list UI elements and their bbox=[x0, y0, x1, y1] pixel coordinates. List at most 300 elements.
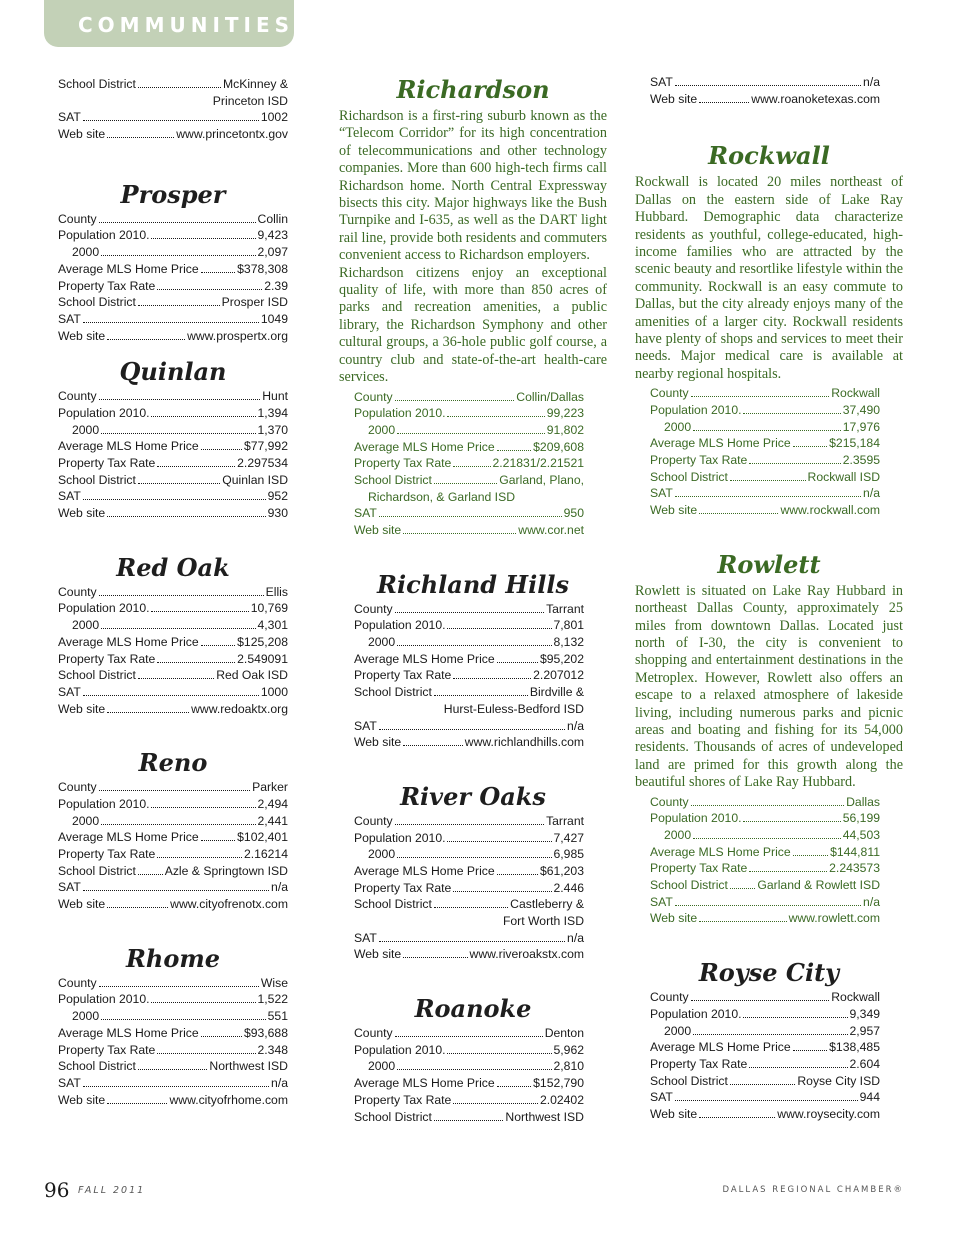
fact-label: School District bbox=[354, 472, 432, 487]
fact-row bbox=[58, 505, 288, 522]
fact-label: SAT bbox=[354, 506, 377, 521]
fact-value: 944 bbox=[859, 1090, 880, 1105]
fact-value: $152,790 bbox=[533, 1076, 584, 1091]
dot-leader bbox=[138, 305, 220, 306]
dot-leader bbox=[138, 678, 214, 679]
dot-leader bbox=[151, 1002, 255, 1003]
dot-leader bbox=[201, 645, 235, 646]
fact-label: Average MLS Home Price bbox=[58, 439, 199, 454]
fact-label: School District bbox=[354, 897, 432, 912]
fact-row bbox=[58, 211, 288, 228]
fact-row bbox=[650, 877, 880, 894]
dot-leader bbox=[157, 857, 242, 858]
fact-row bbox=[58, 701, 288, 718]
fact-value: 37,490 bbox=[842, 402, 880, 417]
fact-value: 8,132 bbox=[553, 635, 584, 650]
dot-leader bbox=[138, 483, 220, 484]
fact-row bbox=[354, 1042, 584, 1059]
dot-leader bbox=[99, 986, 259, 987]
dot-leader bbox=[107, 907, 168, 908]
fact-value: Quinlan ISD bbox=[222, 472, 288, 487]
fact-row bbox=[650, 910, 880, 927]
fact-row bbox=[58, 1025, 288, 1042]
fact-label: Population 2010. bbox=[354, 1042, 446, 1057]
fact-label: Web site bbox=[650, 503, 698, 518]
fact-label: 2000 bbox=[368, 635, 396, 650]
fact-label: Population 2010. bbox=[354, 618, 446, 633]
section-richardson bbox=[339, 74, 607, 539]
dot-leader bbox=[447, 841, 551, 842]
fact-label: Property Tax Rate bbox=[354, 880, 452, 895]
fact-row bbox=[650, 1106, 880, 1123]
fact-value: Castleberry & bbox=[510, 897, 584, 912]
dot-leader bbox=[101, 628, 255, 629]
fact-value: Collin/Dallas bbox=[516, 389, 584, 404]
page-number: 96 bbox=[44, 1178, 70, 1202]
fact-label: Web site bbox=[650, 91, 698, 106]
dot-leader bbox=[675, 496, 861, 497]
dot-leader bbox=[83, 499, 266, 500]
fact-value: n/a bbox=[863, 894, 880, 909]
fact-row bbox=[354, 846, 584, 863]
facts-list bbox=[58, 388, 288, 522]
facts-list bbox=[339, 601, 607, 751]
fact-label: School District bbox=[58, 295, 136, 310]
fact-row bbox=[58, 651, 288, 668]
fact-value: Rockwall bbox=[831, 990, 880, 1005]
fact-row bbox=[58, 472, 288, 489]
fact-label: 2000 bbox=[664, 419, 692, 434]
fact-value: 6,985 bbox=[553, 847, 584, 862]
fact-value: 4,301 bbox=[257, 618, 288, 633]
fact-label: County bbox=[650, 990, 689, 1005]
facts-list bbox=[58, 76, 288, 143]
fact-label: Population 2010. bbox=[354, 830, 446, 845]
fact-label: Web site bbox=[58, 328, 106, 343]
dot-leader bbox=[397, 433, 545, 434]
fact-row bbox=[354, 634, 584, 651]
dot-leader bbox=[395, 400, 515, 401]
section-richland-hills bbox=[339, 569, 607, 751]
fact-label: School District bbox=[58, 668, 136, 683]
fact-value: Red Oak ISD bbox=[216, 668, 288, 683]
dot-leader bbox=[699, 921, 786, 922]
fact-continuation bbox=[354, 701, 584, 718]
dot-leader bbox=[699, 513, 778, 514]
fact-label: Average MLS Home Price bbox=[650, 1040, 791, 1055]
dot-leader bbox=[675, 1100, 858, 1101]
fact-label: Web site bbox=[58, 1092, 106, 1107]
fact-row bbox=[354, 896, 584, 913]
fact-value: 1002 bbox=[260, 110, 288, 125]
dot-leader bbox=[107, 712, 189, 713]
fact-row bbox=[354, 880, 584, 897]
facts-list bbox=[635, 989, 903, 1123]
dot-leader bbox=[157, 662, 235, 663]
fact-row bbox=[650, 452, 880, 469]
dot-leader bbox=[497, 450, 531, 451]
section-rockwall bbox=[635, 140, 903, 518]
fact-label: County bbox=[58, 780, 97, 795]
fact-value: Azle & Springtown ISD bbox=[164, 863, 288, 878]
fact-label: Property Tax Rate bbox=[650, 453, 748, 467]
dot-leader bbox=[397, 645, 551, 646]
fact-row bbox=[58, 76, 288, 93]
fact-value: 1,370 bbox=[257, 422, 288, 437]
fact-label: County bbox=[354, 601, 393, 616]
fact-value: 17,976 bbox=[842, 419, 880, 434]
dot-leader bbox=[138, 874, 163, 875]
fact-row bbox=[650, 827, 880, 844]
fact-value: $61,203 bbox=[539, 863, 584, 878]
section-title: Rhome bbox=[125, 943, 221, 973]
fact-value: 2.02402 bbox=[539, 1092, 584, 1107]
dot-leader bbox=[101, 433, 255, 434]
fact-label: SAT bbox=[58, 311, 81, 326]
fact-label: 2000 bbox=[368, 1059, 396, 1074]
fact-row bbox=[58, 1042, 288, 1059]
dot-leader bbox=[730, 1084, 795, 1085]
section-description: Rowlett is situated on Lake Ray Hubbard in northeast Dallas County, approximately 25 miles from downtown Dallas. Located just north of I-30, the city is convenient to shopping and entertainment destinations in the Metroplex. However, Rowlett also offers an escape to a relaxed atmosphere of lakeside living, including numerous parks and picnic areas and boating and fishing for its 54,000 residents. Thousands of acres of undeveloped land are primed for this growth along the beautiful shores of Lake Ray Hubbard. bbox=[635, 582, 903, 791]
dot-leader bbox=[83, 322, 259, 323]
fact-value: 91,802 bbox=[546, 422, 584, 437]
fact-value: Garland & Rowlett ISD bbox=[757, 878, 880, 893]
fact-label: Web site bbox=[354, 947, 402, 962]
section-title: Quinlan bbox=[119, 357, 227, 387]
fact-value: $125,208 bbox=[237, 634, 288, 649]
facts-list bbox=[339, 389, 607, 539]
fact-row bbox=[58, 261, 288, 278]
dot-leader bbox=[447, 1053, 551, 1054]
fact-label: SAT bbox=[650, 1090, 673, 1105]
fact-value: 44,503 bbox=[842, 828, 880, 842]
fact-label: SAT bbox=[58, 110, 81, 125]
fact-row bbox=[58, 634, 288, 651]
column-3 bbox=[635, 74, 903, 1123]
dot-leader bbox=[107, 1103, 167, 1104]
fact-value: www.richlandhills.com bbox=[464, 735, 584, 750]
fact-value: $77,992 bbox=[243, 439, 288, 454]
dot-leader bbox=[693, 838, 841, 839]
fact-label: Average MLS Home Price bbox=[354, 1076, 495, 1091]
dot-leader bbox=[83, 1086, 269, 1087]
dot-leader bbox=[379, 516, 562, 517]
fact-label: Population 2010. bbox=[354, 406, 446, 421]
fact-label: Average MLS Home Price bbox=[354, 651, 495, 666]
fact-label: 2000 bbox=[72, 422, 100, 437]
fact-row bbox=[354, 813, 584, 830]
fact-value: 2.297534 bbox=[237, 456, 288, 470]
fact-row bbox=[58, 667, 288, 684]
dot-leader bbox=[379, 941, 565, 942]
fact-label: SAT bbox=[58, 489, 81, 504]
facts-list bbox=[339, 813, 607, 963]
fact-row bbox=[650, 1006, 880, 1023]
fact-row bbox=[650, 794, 880, 811]
fact-row bbox=[58, 975, 288, 992]
fact-row bbox=[354, 455, 584, 472]
fact-label: School District bbox=[354, 1109, 432, 1124]
section-rowlett bbox=[635, 549, 903, 927]
dot-leader bbox=[403, 745, 463, 746]
dot-leader bbox=[453, 678, 531, 679]
fact-value: 10,769 bbox=[250, 601, 288, 616]
fact-value: $138,485 bbox=[829, 1040, 880, 1055]
fact-value: $102,401 bbox=[237, 830, 288, 845]
fact-value: 7,427 bbox=[553, 830, 584, 845]
fact-label: Population 2010. bbox=[58, 796, 150, 811]
fact-value: 9,349 bbox=[849, 1006, 880, 1021]
fact-label: Property Tax Rate bbox=[354, 456, 452, 471]
fact-value: www.princetontx.gov bbox=[176, 127, 288, 142]
fact-row bbox=[58, 813, 288, 830]
fact-label: County bbox=[354, 1026, 393, 1041]
fact-label: Web site bbox=[58, 897, 106, 912]
section-quinlan bbox=[58, 356, 288, 522]
fact-value: 1,394 bbox=[257, 405, 288, 420]
fact-value: n/a bbox=[863, 486, 880, 501]
dot-leader bbox=[395, 1036, 543, 1037]
fact-value: 2.243573 bbox=[829, 861, 880, 876]
dot-leader bbox=[157, 1053, 255, 1054]
section-title: River Oaks bbox=[400, 781, 546, 811]
fact-value: 551 bbox=[267, 1009, 288, 1024]
fact-value: McKinney & bbox=[222, 77, 288, 91]
dot-leader bbox=[151, 807, 255, 808]
fact-row bbox=[58, 244, 288, 261]
fact-row bbox=[650, 810, 880, 827]
fact-value: n/a bbox=[271, 1075, 288, 1090]
fact-label: Population 2010. bbox=[58, 992, 150, 1007]
fact-label: Average MLS Home Price bbox=[354, 439, 495, 454]
dot-leader bbox=[151, 416, 255, 417]
fact-row bbox=[354, 930, 584, 947]
fact-value: 5,962 bbox=[553, 1042, 584, 1057]
fact-value: Tarrant bbox=[546, 813, 584, 828]
dot-leader bbox=[453, 891, 551, 892]
fact-row bbox=[58, 829, 288, 846]
dot-leader bbox=[793, 1050, 827, 1051]
dot-leader bbox=[151, 611, 248, 612]
fact-row bbox=[58, 896, 288, 913]
dot-leader bbox=[395, 612, 544, 613]
fact-value: Collin bbox=[257, 211, 288, 226]
fact-label: School District bbox=[650, 469, 728, 484]
fact-label: School District bbox=[58, 1059, 136, 1074]
fact-row bbox=[58, 227, 288, 244]
fact-label: County bbox=[650, 386, 689, 401]
fact-value: 2.348 bbox=[257, 1042, 288, 1057]
fact-value: www.cityofrhome.com bbox=[169, 1092, 288, 1107]
fact-value: www.roanoketexas.com bbox=[751, 91, 880, 106]
fact-value: 56,199 bbox=[842, 811, 880, 826]
fact-label: 2000 bbox=[72, 618, 100, 633]
fact-value: $215,184 bbox=[829, 436, 880, 451]
dot-leader bbox=[749, 1067, 847, 1068]
fact-value: 1000 bbox=[260, 684, 288, 699]
fact-value: 2,810 bbox=[553, 1059, 584, 1074]
dot-leader bbox=[99, 399, 261, 400]
fact-row bbox=[354, 830, 584, 847]
fact-row bbox=[650, 1089, 880, 1106]
dot-leader bbox=[434, 1120, 504, 1121]
dot-leader bbox=[743, 413, 840, 414]
dot-leader bbox=[107, 137, 174, 138]
fact-row bbox=[58, 600, 288, 617]
fact-value: Dallas bbox=[846, 794, 880, 809]
fact-row bbox=[354, 718, 584, 735]
fact-row bbox=[650, 402, 880, 419]
fact-label: Average MLS Home Price bbox=[650, 436, 791, 451]
fact-row bbox=[58, 109, 288, 126]
fact-row bbox=[58, 126, 288, 143]
fact-value: 2,957 bbox=[849, 1023, 880, 1038]
dot-leader bbox=[699, 102, 749, 103]
fact-row bbox=[58, 684, 288, 701]
fact-label: Web site bbox=[58, 506, 106, 521]
section-title: Richland Hills bbox=[377, 569, 569, 599]
dot-leader bbox=[157, 289, 262, 290]
fact-value: Rockwall ISD bbox=[807, 469, 880, 484]
dot-leader bbox=[379, 729, 565, 730]
fact-value: 2,097 bbox=[257, 245, 288, 260]
fact-label: SAT bbox=[58, 684, 81, 699]
fact-row bbox=[58, 846, 288, 863]
fact-row bbox=[58, 879, 288, 896]
fact-row bbox=[58, 1008, 288, 1025]
facts-list bbox=[58, 211, 288, 345]
section-title: Rockwall bbox=[708, 141, 830, 171]
fact-row bbox=[354, 946, 584, 963]
fact-value: 2.16214 bbox=[243, 847, 288, 861]
dot-leader bbox=[99, 222, 256, 223]
dot-leader bbox=[743, 821, 840, 822]
fact-value: Richardson, & Garland ISD bbox=[368, 489, 515, 504]
dot-leader bbox=[749, 871, 827, 872]
fact-row bbox=[58, 438, 288, 455]
dot-leader bbox=[497, 874, 538, 875]
fact-value: Parker bbox=[252, 780, 288, 795]
fact-value: www.roysecity.com bbox=[777, 1106, 880, 1121]
dot-leader bbox=[447, 628, 551, 629]
description-paragraph: Richardson is a first-ring suburb known as the “Telecom Corridor” for its high concentration of telecommunications and other technology companies. More than 600 high-tech firms call Richardson home. North Central Expressway bisects this city. Major highways like the Bush Turnpike and I-635, as well as the DART light rail line, provide both residents and commuters convenient access to Richardson employers. bbox=[339, 108, 607, 264]
fact-label: Average MLS Home Price bbox=[650, 844, 791, 859]
section-rhome bbox=[58, 943, 288, 1109]
fact-row bbox=[58, 311, 288, 328]
fact-value: 2,494 bbox=[257, 796, 288, 811]
dot-leader bbox=[699, 1117, 775, 1118]
fact-row bbox=[58, 584, 288, 601]
fact-label: SAT bbox=[58, 1075, 81, 1090]
issue-label: FALL 2011 bbox=[78, 1185, 146, 1196]
fact-value: 930 bbox=[267, 506, 288, 521]
fact-value: www.rockwall.com bbox=[780, 503, 880, 518]
fact-value: www.riveroakstx.com bbox=[469, 947, 584, 962]
fact-label: 2000 bbox=[72, 245, 100, 260]
fact-label: Average MLS Home Price bbox=[58, 634, 199, 649]
fact-label: SAT bbox=[354, 718, 377, 733]
dot-leader bbox=[83, 120, 259, 121]
fact-label: Web site bbox=[650, 911, 698, 926]
fact-row bbox=[354, 651, 584, 668]
fact-label: County bbox=[58, 584, 97, 599]
facts-list bbox=[635, 385, 903, 519]
fact-row bbox=[58, 1058, 288, 1075]
dot-leader bbox=[497, 1086, 531, 1087]
fact-row bbox=[650, 385, 880, 402]
section-tab: COMMUNITIES bbox=[44, 0, 294, 47]
fact-value: n/a bbox=[863, 75, 880, 89]
fact-row bbox=[58, 1092, 288, 1109]
section-title: Red Oak bbox=[116, 552, 230, 582]
dot-leader bbox=[497, 662, 538, 663]
fact-label: SAT bbox=[650, 486, 673, 501]
fact-value: 2.3595 bbox=[842, 453, 880, 467]
fact-value: Northwest ISD bbox=[209, 1059, 288, 1074]
section-title: Reno bbox=[138, 748, 208, 778]
fact-value: www.prospertx.org bbox=[187, 328, 288, 343]
publisher-label: DALLAS REGIONAL CHAMBER® bbox=[722, 1185, 904, 1195]
fact-value: $95,202 bbox=[539, 651, 584, 666]
fact-value: 2.39 bbox=[264, 278, 288, 293]
fact-label: Population 2010. bbox=[58, 228, 150, 243]
fact-label: County bbox=[354, 389, 393, 404]
fact-row bbox=[58, 1075, 288, 1092]
dot-leader bbox=[793, 446, 827, 447]
fact-row bbox=[650, 469, 880, 486]
section-title: Prosper bbox=[120, 179, 226, 209]
fact-value: Ellis bbox=[265, 584, 288, 599]
fact-label: Property Tax Rate bbox=[58, 278, 156, 293]
fact-label: Property Tax Rate bbox=[58, 651, 156, 666]
fact-value: Wise bbox=[260, 975, 288, 990]
fact-row bbox=[58, 328, 288, 345]
fact-continuation bbox=[354, 913, 584, 930]
fact-row bbox=[354, 405, 584, 422]
fact-row bbox=[650, 74, 880, 91]
dot-leader bbox=[403, 957, 467, 958]
dot-leader bbox=[151, 238, 255, 239]
dot-leader bbox=[83, 890, 269, 891]
section-description: Rockwall is located 20 miles northeast of Dallas on the eastern side of Lake Ray Hubbard. Demographic data characterize residents as youthful, college-educated, high-income families who are attracted by the scenic beauty and resortlike lifestyle within the community. Rockwall is an easy commute to Dallas, but the city already enjoys many of the amenities of a larger city. Rockwall residents have plenty of shops and services to meet their needs. Major medical care is available at nearby regional hospitals. bbox=[635, 174, 903, 382]
fact-row bbox=[58, 779, 288, 796]
section-roanoke bbox=[339, 993, 607, 1125]
dot-leader bbox=[403, 533, 516, 534]
fact-value: 2.446 bbox=[553, 880, 584, 895]
fact-value: 952 bbox=[267, 489, 288, 504]
fact-label: Property Tax Rate bbox=[354, 1092, 452, 1107]
description-paragraph: Richardson citizens enjoy an exceptional quality of life, with more than 850 acres of parks and recreation amenities, a public library, the Richardson Symphony and other cultural groups, a 36-hole public golf course, a country club and state-of-the-art health-care services. bbox=[339, 264, 607, 386]
fact-label: School District bbox=[58, 77, 136, 91]
fact-row bbox=[650, 1073, 880, 1090]
fact-value: Fort Worth ISD bbox=[502, 914, 584, 928]
fact-value: 1049 bbox=[260, 311, 288, 326]
fact-label: Web site bbox=[58, 701, 106, 716]
dot-leader bbox=[397, 857, 551, 858]
dot-leader bbox=[730, 888, 756, 889]
dot-leader bbox=[691, 396, 830, 397]
fact-row bbox=[650, 894, 880, 911]
fact-value: www.cor.net bbox=[518, 523, 584, 537]
dot-leader bbox=[201, 272, 235, 273]
fact-row bbox=[354, 439, 584, 456]
fact-row bbox=[354, 601, 584, 618]
fact-label: School District bbox=[58, 863, 136, 878]
fact-value: Rockwall bbox=[831, 386, 880, 401]
facts-list bbox=[58, 584, 288, 718]
fact-row bbox=[58, 796, 288, 813]
section-reno bbox=[58, 747, 288, 913]
